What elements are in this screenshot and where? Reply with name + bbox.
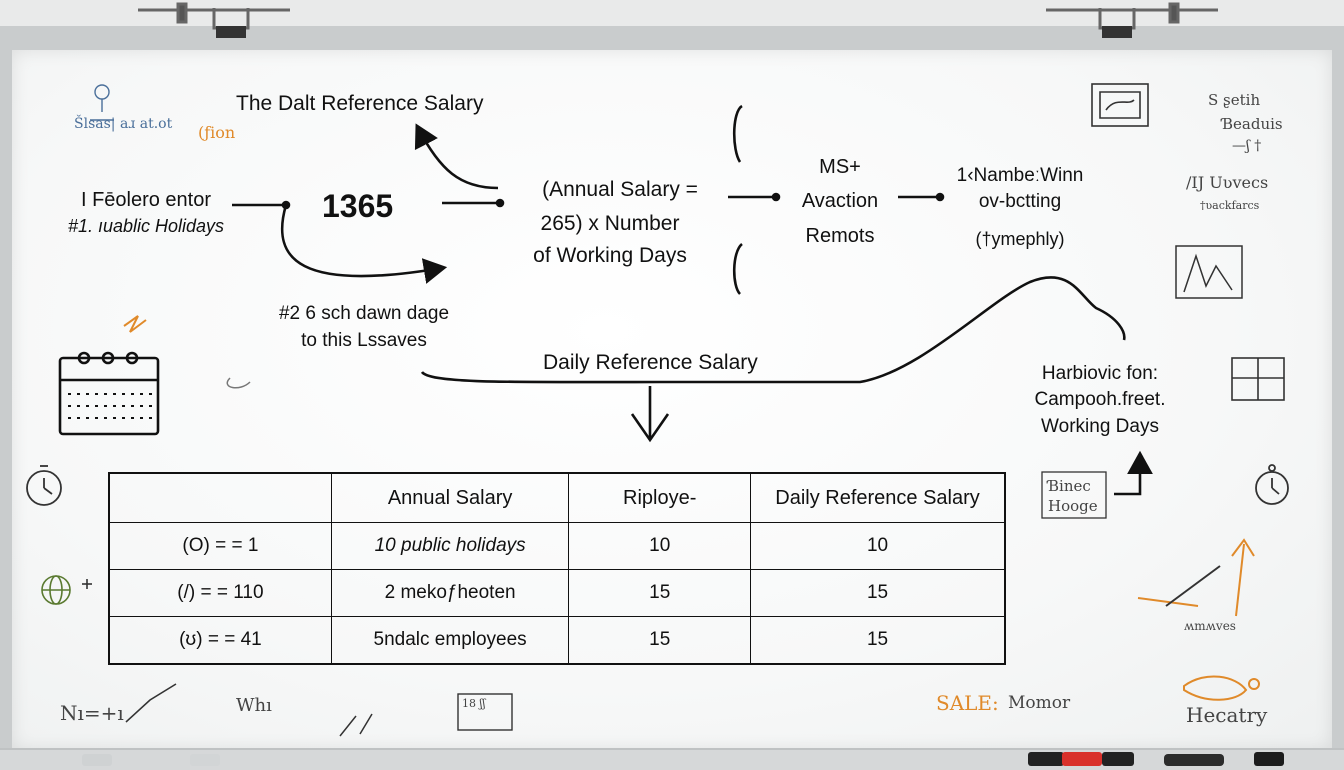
- doodle-text-top-left-1: Šlsas| aɹ at.ot: [74, 116, 173, 132]
- mid-line-2: Avaction: [801, 190, 879, 212]
- arrow-side-up: [1114, 456, 1140, 494]
- table-cell: 10 public holidays: [331, 523, 569, 570]
- mid-line-1: MS+: [819, 156, 861, 178]
- growth-arrow-doodle: [1138, 540, 1254, 616]
- calendar-icon: [60, 353, 158, 434]
- right-line-2: ov-bctting: [978, 191, 1062, 212]
- table-row: [109, 616, 1005, 664]
- table-cell: 10: [569, 523, 751, 570]
- table-cell: (ʊ) = = 41: [109, 616, 331, 664]
- side-line-3: Working Days: [1041, 416, 1159, 437]
- left-label-line-2: #1. ıuablic Holidays: [67, 216, 225, 236]
- side-line-2: Campooh.freet.: [1034, 389, 1166, 410]
- pencil-doodle: [340, 714, 372, 736]
- checkmark-doodle: [126, 684, 176, 722]
- doodle-text-top-right-3: —ʃ †: [1232, 138, 1262, 154]
- table-cell: 15: [569, 570, 751, 617]
- fish-doodle: [1184, 676, 1259, 699]
- brace-bottom: [734, 244, 742, 294]
- doodle-text-bottom-6: Hecatry: [1186, 703, 1268, 727]
- table-header-row: [109, 473, 1005, 523]
- doodle-text-lower-right-1: Ɓinec: [1048, 477, 1091, 495]
- right-line-3: (†ymephly): [975, 229, 1065, 249]
- left-label-line-1: I Fēolero entor: [80, 189, 212, 211]
- doodle-text-bottom-1: Nı=+ı: [60, 701, 124, 725]
- salary-table: [108, 472, 1006, 665]
- doodle-text-lower-right-2: Hooge: [1048, 497, 1098, 515]
- formula-line-3: of Working Days: [533, 244, 687, 267]
- board-clip-right: [1046, 4, 1218, 38]
- arrow-down-to-table: [632, 386, 668, 440]
- arrow-to-title: [418, 128, 498, 188]
- side-line-1: Harbiovic fon:: [1041, 363, 1159, 384]
- table-cell: 15: [569, 616, 751, 664]
- formula-line-2: 265) x Number: [540, 212, 680, 235]
- formula-line-1: (Annual Salary =: [542, 178, 698, 201]
- right-line-1: 1‹NambeːWinn: [956, 165, 1084, 186]
- doodle-text-bottom-4: SALE:: [936, 691, 999, 715]
- table-row: [109, 570, 1005, 617]
- doodle-text-right-2: †ʋackfarcs: [1200, 199, 1260, 212]
- board-clip-left: [138, 4, 290, 38]
- picture-frame-doodle: [1092, 84, 1148, 126]
- doodle-text-bottom-2: Whı: [236, 695, 272, 716]
- table-cell: (/) = = 110: [109, 570, 331, 617]
- doodle-text-top-right-2: Ɓeaduis: [1222, 115, 1283, 133]
- table-cell: 15: [751, 616, 1005, 664]
- doodle-text-bottom-5: Momor: [1008, 693, 1071, 713]
- doodle-text-top-left-2: (ƒion: [198, 123, 236, 142]
- swirl-doodle: [227, 378, 250, 388]
- grid-sketch-doodle: [1232, 358, 1284, 400]
- daily-sweep-line: [422, 277, 1124, 382]
- table-cell: 5ndalc employees: [331, 616, 569, 664]
- daily-reference-label: Daily Reference Salary: [543, 351, 758, 374]
- doodle-text-right-1: ∕Ĳ Uʋvecs: [1186, 173, 1269, 192]
- mid-line-3: Remots: [805, 225, 875, 247]
- table-header-cell: Daily Reference Salary: [751, 473, 1005, 523]
- number-value: 1365: [322, 188, 394, 224]
- globe-icon: [42, 576, 92, 604]
- table-row: [109, 523, 1005, 570]
- table-header-cell: [109, 473, 331, 523]
- doodle-text-top-right-1: S ʂetih: [1208, 91, 1261, 109]
- doodle-text-lower-right-3: ʍmʍves: [1184, 619, 1236, 633]
- doodle-text-bottom-3: 18 ʃʃ: [462, 697, 486, 710]
- table-header-cell: Annual Salary: [331, 473, 569, 523]
- stopwatch-icon-right: [1256, 465, 1288, 504]
- stopwatch-icon-left: [27, 466, 61, 505]
- table-cell: (O) = = 1: [109, 523, 331, 570]
- markers: [82, 752, 1284, 766]
- chart-sketch-doodle: [1176, 246, 1242, 298]
- table-cell: 2 mekoƒheoten: [331, 570, 569, 617]
- brace-top: [734, 106, 742, 162]
- note-line-2: to this Lssaves: [301, 330, 427, 351]
- diagram-title: The Dalt Reference Salary: [236, 92, 484, 115]
- table-cell: 15: [751, 570, 1005, 617]
- spark-doodle: [124, 316, 146, 332]
- note-line-1: #2 6 sch dawn dage: [278, 303, 450, 324]
- person-doodle: [90, 85, 114, 120]
- table-cell: 10: [751, 523, 1005, 570]
- table-header-cell: Riploye-: [569, 473, 751, 523]
